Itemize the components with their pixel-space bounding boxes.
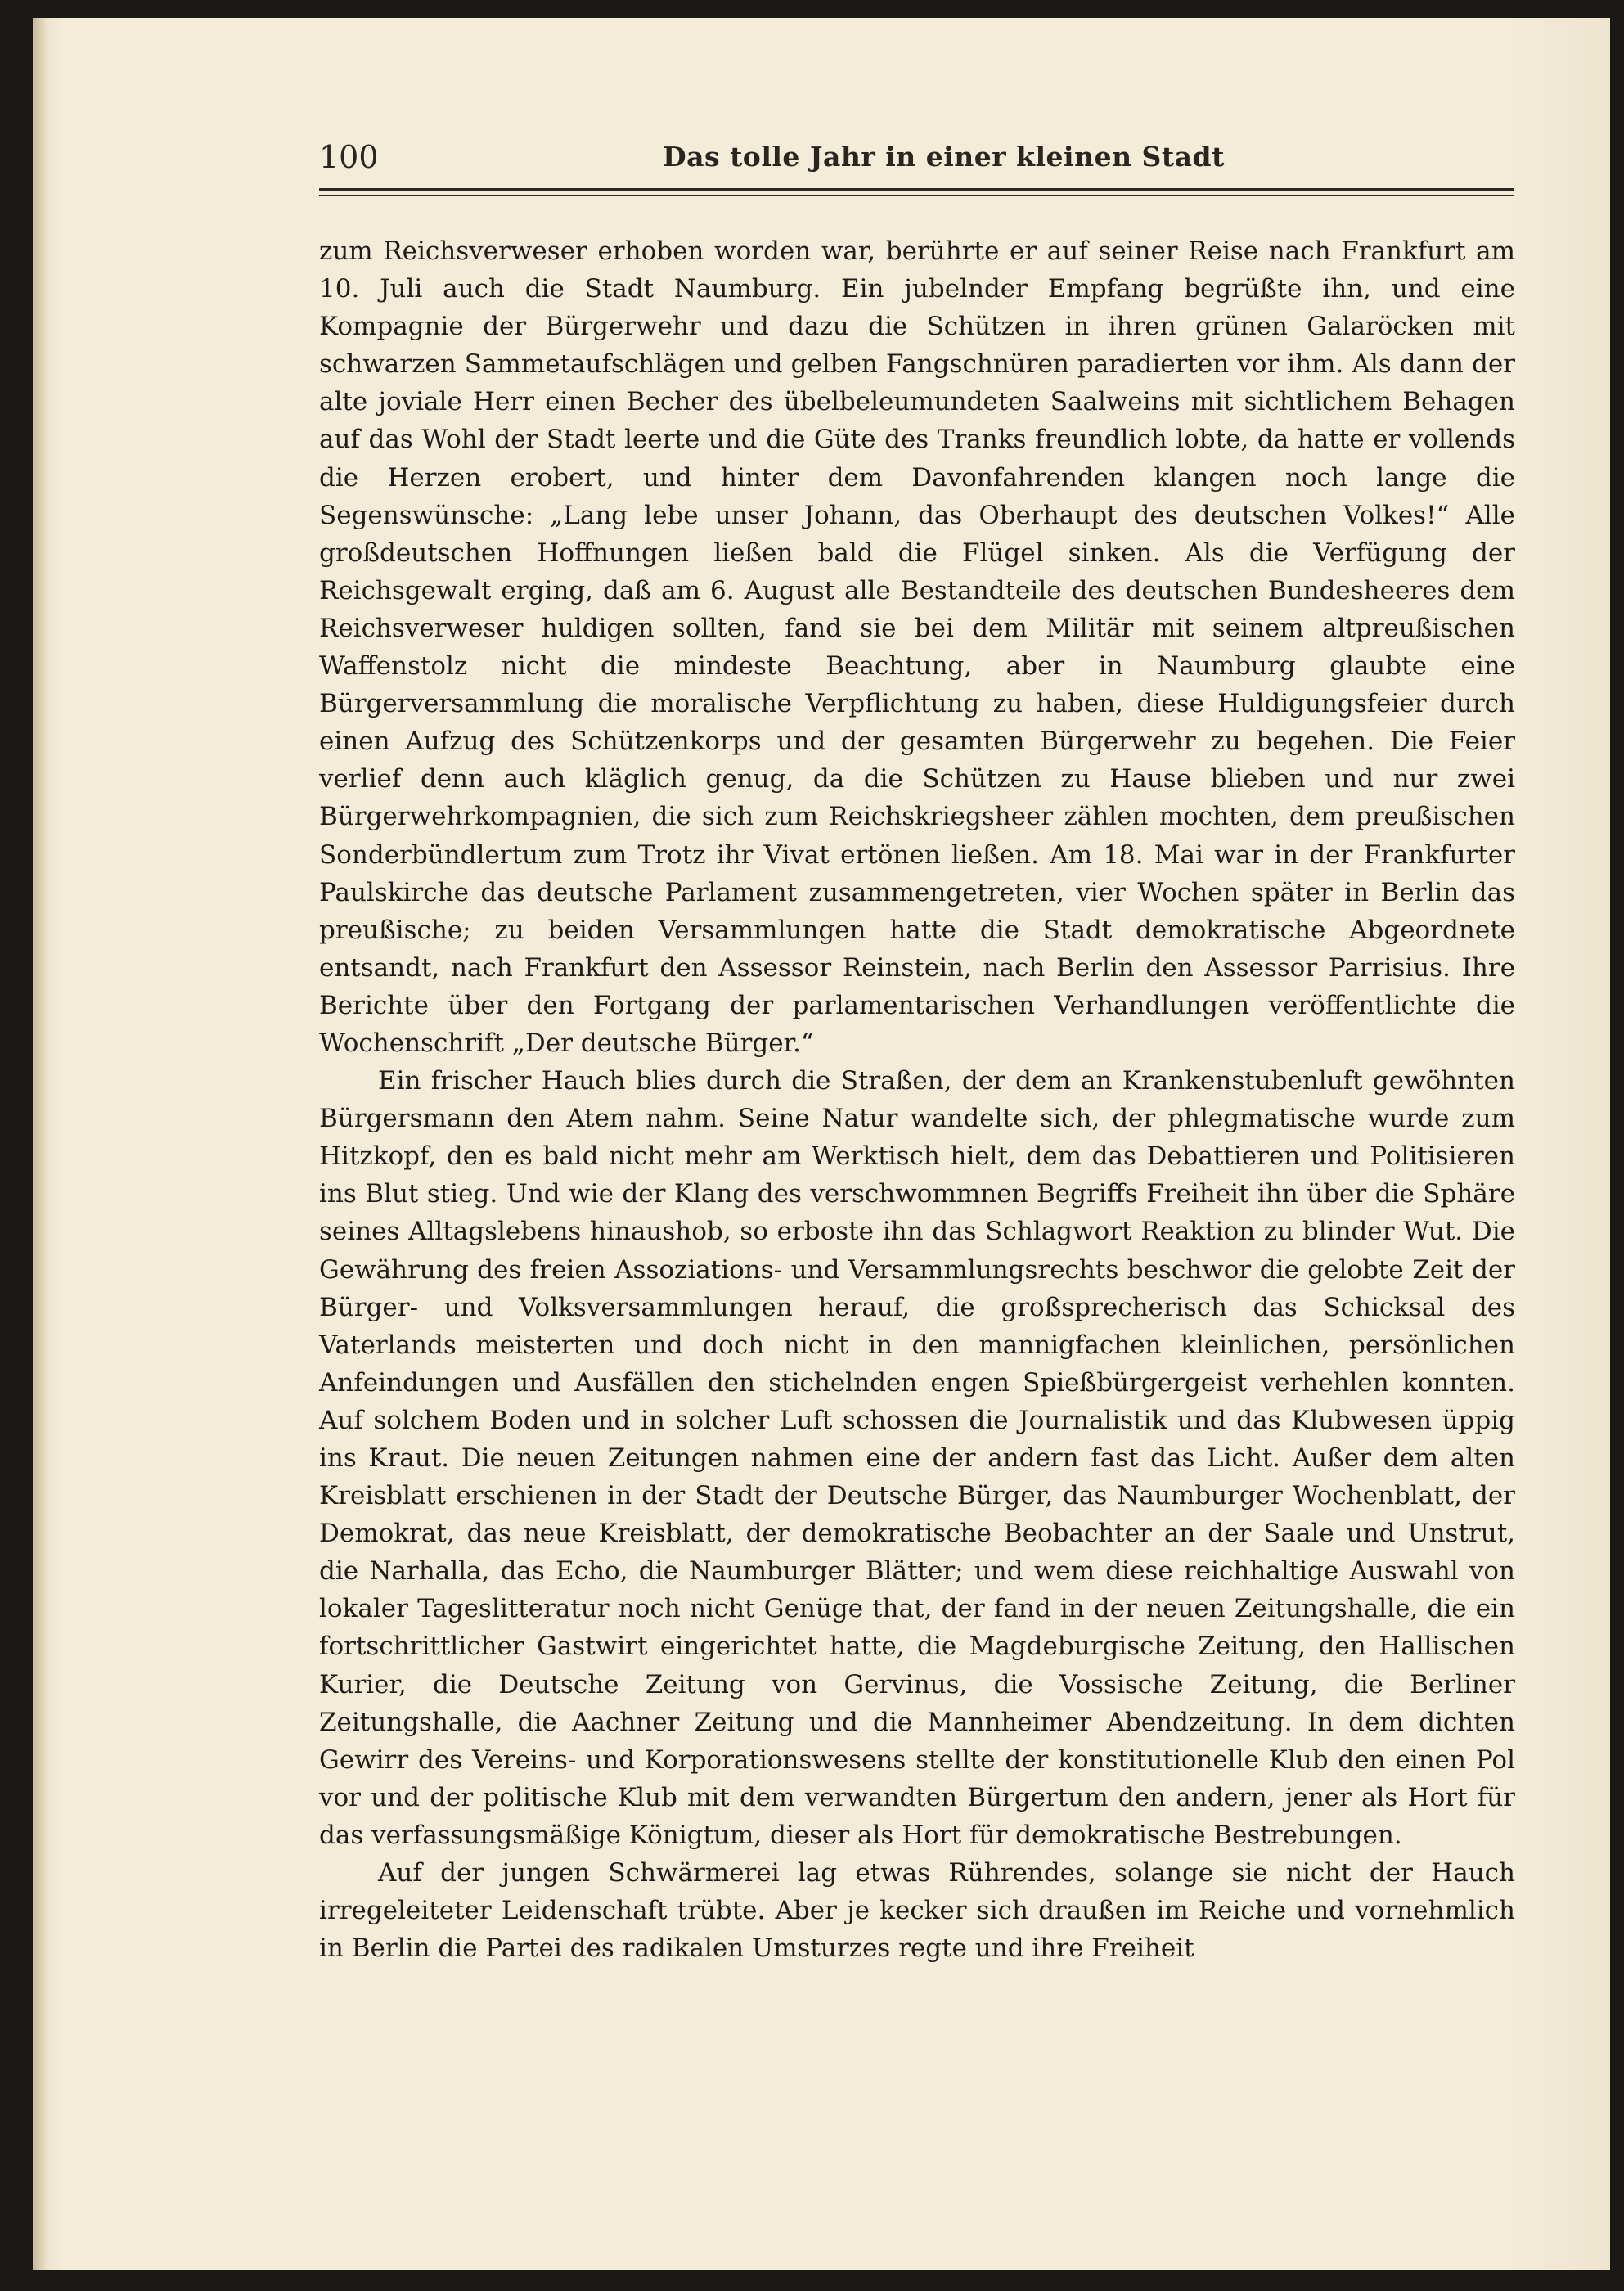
gutter-shadow	[33, 18, 47, 2270]
paragraph-2: Ein frischer Hauch blies durch die Straßen, der dem an Krankenstubenluft gewöhnten Bürgersmann den Atem nahm. Seine Natur wandelte sich, der phlegmatische wurde zum Hitzkopf, den es bald nicht mehr am Werktisch hielt, dem das Debattieren und Politisieren ins Blut stieg. Und wie der Klang des verschwommnen Begriffs Freiheit ihn über die Sphäre seines Alltagslebens hinaushob, so erboste ihn das Schlagwort Reaktion zu blinder Wut. Die Gewährung des freien Assoziations- und Versammlungsrechts beschwor die gelobte Zeit der Bürger- und Volksversammlungen herauf, die großsprecherisch das Schicksal des Vaterlands meisterten und doch nicht in den mannigfachen kleinlichen, persönlichen Anfeindungen und Ausfällen den stichelnden engen Spießbürgergeist verhehlen konnten. Auf solchem Boden und in solcher Luft schossen die Journalistik und das Klubwesen üppig ins Kraut. Die neuen Zeitungen nahmen eine der andern fast das Licht. Außer dem alten Kreisblatt erschienen in der Stadt der Deutsche Bürger, das Naumburger Wochenblatt, der Demokrat, das neue Kreisblatt, der demokratische Beobachter an der Saale und Unstrut, die Narhalla, das Echo, die Naumburger Blätter; und wem diese reichhaltige Auswahl von lokaler Tageslitteratur noch nicht Genüge that, der fand in der neuen Zeitungshalle, die ein fortschrittlicher Gastwirt eingerichtet hatte, die Magdeburgische Zeitung, den Hallischen Kurier, die Deutsche Zeitung von Gervinus, die Vossische Zeitung, die Berliner Zeitungshalle, die Aachner Zeitung und die Mannheimer Abendzeitung. In dem dichten Gewirr des Vereins- und Korporationswesens stellte der konstitutionelle Klub den einen Pol vor und der politische Klub mit dem verwandten Bürgertum den andern, jener als Hort für das verfassungsmäßige Königtum, dieser als Hort für demokratische Bestrebungen.	[319, 1066, 1515, 1850]
paragraph-3: Auf der jungen Schwärmerei lag etwas Rührendes, solange sie nicht der Hauch irregeleiteter Leidenschaft trübte. Aber je kecker sich draußen im Reiche und vornehmlich in Berlin die Partei des radikalen Umsturzes regte und ihre Freiheit	[319, 1858, 1515, 1964]
page-header	[319, 133, 1514, 182]
page-number: 100	[319, 139, 379, 175]
running-title: Das tolle Jahr in einer kleinen Stadt	[663, 141, 1225, 173]
header-rule-thin	[319, 195, 1514, 196]
book-page	[33, 18, 1610, 2270]
paragraph-1: zum Reichsverweser erhoben worden war, berührte er auf seiner Reise nach Frankfurt am 10. Juli auch die Stadt Naumburg. Ein jubelnder Empfang begrüßte ihn, und eine Kompagnie der Bürgerwehr und dazu die Schützen in ihren grünen Galaröcken mit schwarzen Sammetaufschlägen und gelben Fangschnüren paradierten vor ihm. Als dann der alte joviale Herr einen Becher des übelbeleumundeten Saalweins mit sichtlichem Behagen auf das Wohl der Stadt leerte und die Güte des Tranks freundlich lobte, da hatte er vollends die Herzen erobert, und hinter dem Davonfahrenden klangen noch lange die Segenswünsche: „Lang lebe unser Johann, das Oberhaupt des deutschen Volkes!“ Alle großdeutschen Hoffnungen ließen bald die Flügel sinken. Als die Verfügung der Reichsgewalt erging, daß am 6. August alle Bestandteile des deutschen Bundesheeres dem Reichsverweser huldigen sollten, fand sie bei dem Militär mit seinem altpreußischen Waffenstolz nicht die mindeste Beachtung, aber in Naumburg glaubte eine Bürgerversammlung die moralische Verpflichtung zu haben, diese Huldigungsfeier durch einen Aufzug des Schützenkorps und der gesamten Bürgerwehr zu begehen. Die Feier verlief denn auch kläglich genug, da die Schützen zu Hause blieben und nur zwei Bürgerwehrkompagnien, die sich zum Reichskriegsheer zählen mochten, dem preußischen Sonderbündlertum zum Trotz ihr Vivat ertönen ließen. Am 18. Mai war in der Frankfurter Paulskirche das deutsche Parlament zusammengetreten, vier Wochen später in Berlin das preußische; zu beiden Versammlungen hatte die Stadt demokratische Abgeordnete entsandt, nach Frankfurt den Assessor Reinstein, nach Berlin den Assessor Parrisius. Ihre Berichte über den Fortgang der parlamentarischen Verhandlungen veröffentlichte die Wochenschrift „Der deutsche Bürger.“	[319, 236, 1515, 1058]
header-rule-thick	[319, 188, 1514, 191]
body-text	[319, 232, 1515, 1967]
